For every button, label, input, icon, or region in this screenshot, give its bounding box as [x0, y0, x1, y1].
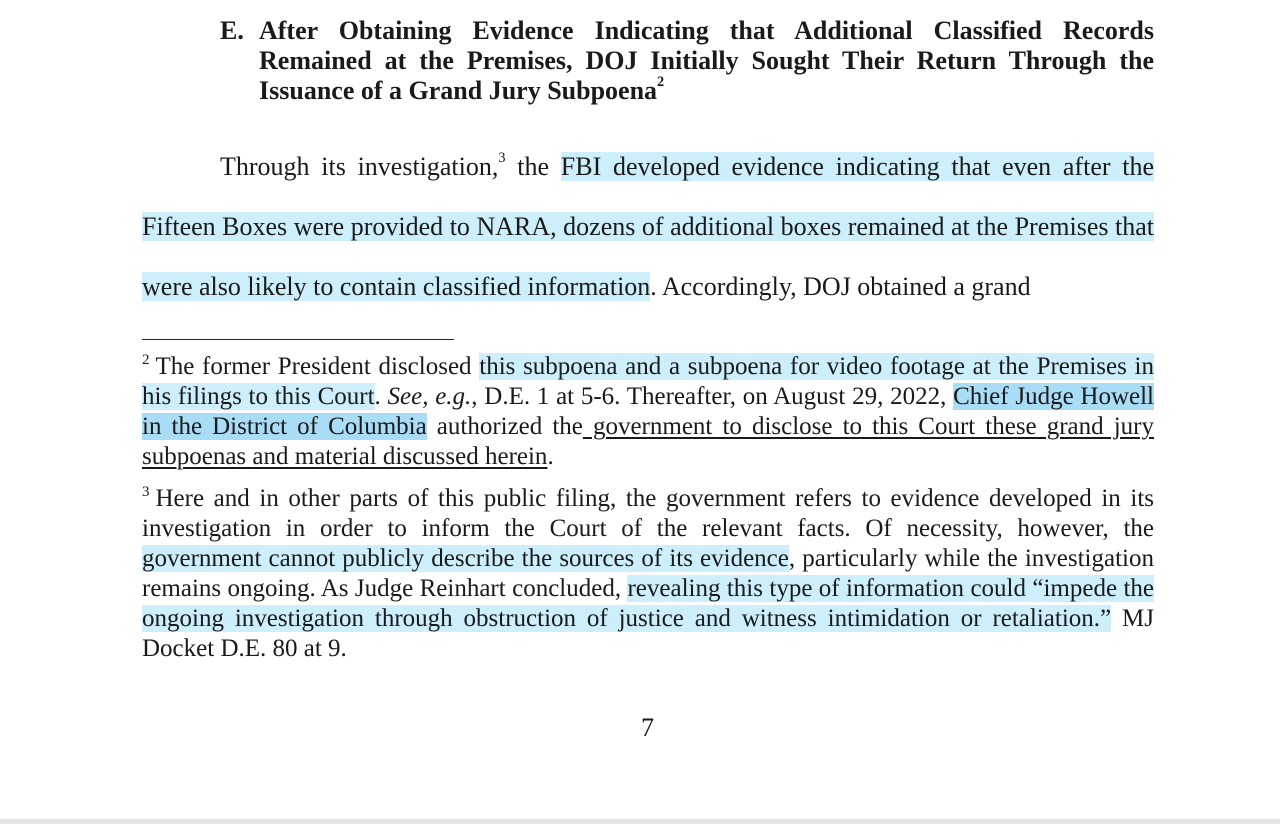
footnote-text: , D.E. 1 at 5-6. Thereafter, on August 29, 2022, [471, 383, 954, 410]
footnote-text: . [547, 443, 554, 470]
footnote-3 [142, 484, 1154, 664]
highlighted-text: this subpoena and a subpoena for video footage at the Premises in his filings to this Court [142, 353, 1154, 410]
body-paragraph [142, 137, 1154, 317]
footnote-separator [142, 339, 454, 340]
highlighted-text: FBI developed evidence indicating that even after the Fifteen Boxes were provided to NARA, dozens of additional boxes remained at the Premises that were also likely to contain classified information [142, 152, 1155, 301]
paragraph-text-1: Through its investigation, [220, 152, 499, 181]
footnote-text: The former President disclosed [155, 353, 480, 380]
highlighted-text: government cannot publicly describe the sources of its evidence [142, 545, 789, 572]
footnotes [142, 352, 1154, 664]
section-letter: E. [220, 16, 244, 45]
footnote-number: 3 [142, 484, 150, 500]
paragraph [142, 137, 1154, 317]
highlighted-text: revealing this type of information could “impede the ongoing investigation through obstruction of justice and witness intimidation or retaliation.” [142, 575, 1154, 632]
citation-signal: See, e.g. [387, 383, 472, 410]
paragraph-text-3: . Accordingly, DOJ obtained a grand [650, 272, 1031, 301]
footnote-ref-2[interactable]: 2 [657, 74, 665, 91]
footnote-text: authorized the [426, 413, 583, 440]
paragraph-text-2: the [505, 152, 561, 181]
section-heading [220, 16, 1154, 106]
page-number: 7 [641, 713, 654, 742]
footnote-text: , particularly while the investigation remains ongoing. As Judge Reinhart concluded, [142, 545, 1154, 602]
footnote-number: 2 [142, 352, 150, 368]
section-title-text: After Obtaining Evidence Indicating that Additional Classified Records Remained at the Premises, DOJ Initially Sought Their Return Through the Issuance of a Grand Jury Subpoena [259, 16, 1154, 105]
footnote-2 [142, 352, 1154, 472]
footnote-text: . [374, 383, 388, 410]
viewer-bottom-edge [0, 819, 1280, 824]
section-title [259, 16, 1154, 106]
footnote-ref-3[interactable]: 3 [498, 150, 506, 167]
footnote-text: MJ Docket D.E. 80 at 9. [142, 605, 1154, 662]
highlighted-text-strong: Chief Judge Howell in the District of Columbia [142, 383, 1154, 440]
underlined-text: government to disclose to this Court these grand jury subpoenas and material discussed herein [142, 413, 1154, 470]
footnote-text: Here and in other parts of this public filing, the government refers to evidence developed in its investigation in order to inform the Court of the relevant facts. Of necessity, however, the [142, 485, 1154, 542]
